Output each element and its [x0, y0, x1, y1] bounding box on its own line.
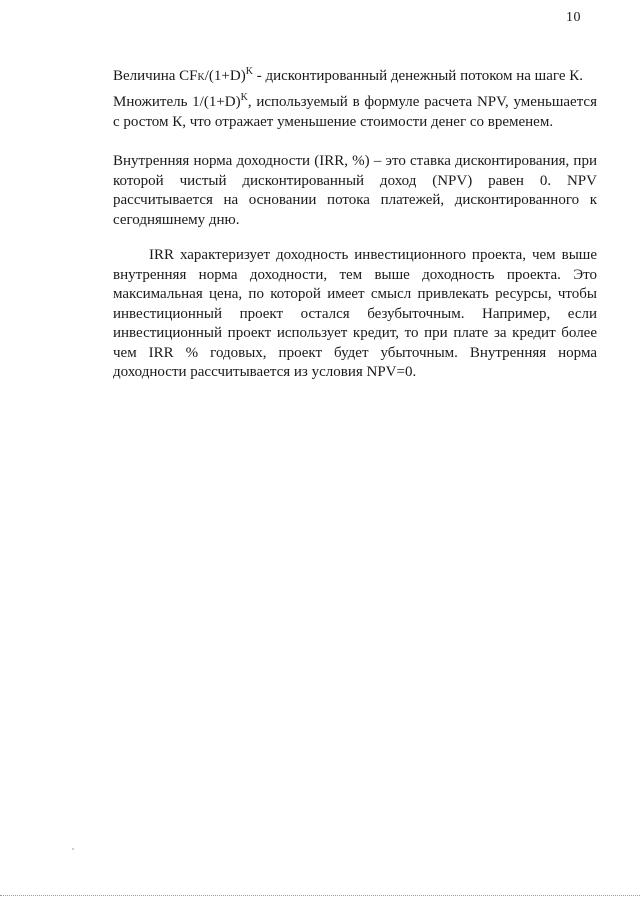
subscript-k: K — [197, 72, 205, 83]
paragraph-discounted-cash-flow — [113, 67, 597, 88]
paragraph-text: , используемый в формуле расчета NPV, уменьшается с ростом К, что отражает уменьшение стоимости денег со временем. — [113, 94, 597, 130]
paragraph-text: /(1+D) — [204, 68, 246, 84]
superscript-k: K — [245, 66, 253, 77]
paragraph-discount-multiplier — [113, 93, 597, 132]
superscript-k: K — [240, 92, 248, 103]
paragraph-irr-definition: Внутренняя норма доходности (IRR, %) – это ставка дисконтирования, при которой чистый дисконтированный доход (NPV) равен 0. NPV рассчитывается на основании потока платежей, дисконтированного к сегодняшнему дню. — [113, 153, 597, 228]
paragraph-irr-characteristics: IRR характеризует доходность инвестиционного проекта, чем выше внутренняя норма доходности, тем выше доходность проекта. Это максимальная цена, по которой имеет смысл привлекать ресурсы, чтобы инвестиционный проект остался безубыточным. Например, если инвестиционный проект использует кредит, то при плате за кредит более чем IRR % годовых, проект будет убыточным. Внутренняя норма доходности рассчитывается из условия NPV=0. — [113, 247, 597, 380]
paragraph-text: Множитель 1/(1+D) — [113, 94, 241, 110]
scan-speck — [72, 848, 74, 850]
paragraph-text: - дисконтированный денежный потоком на шаге К. — [252, 68, 584, 84]
scan-edge-line — [0, 895, 640, 896]
page-number: 10 — [566, 10, 581, 25]
paragraph-text: Величина CF — [113, 68, 198, 84]
